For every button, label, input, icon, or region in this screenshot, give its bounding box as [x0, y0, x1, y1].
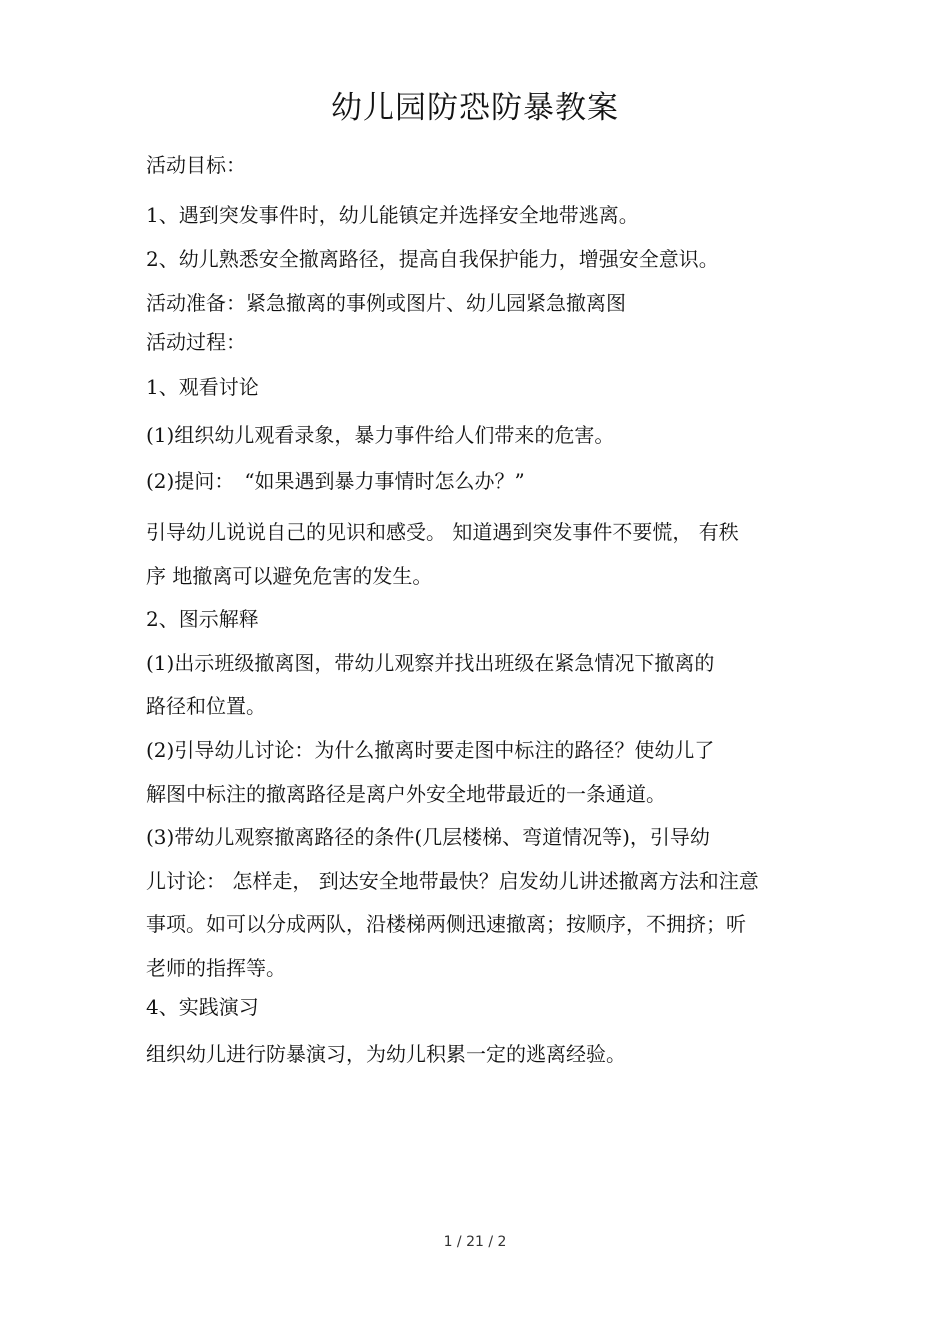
text-line: 活动目标： [146, 153, 246, 177]
text-line: (1)出示班级撤离图，带幼儿观察并找出班级在紧急情况下撤离的 [146, 651, 715, 675]
text-line: 序 地撤离可以避免危害的发生。 [146, 564, 433, 588]
text-line: 路径和位置。 [146, 694, 266, 718]
text-line: 活动过程： [146, 330, 246, 354]
text-line: 活动准备：紧急撤离的事例或图片、幼儿园紧急撤离图 [146, 291, 626, 315]
text-line: 解图中标注的撤离路径是离户外安全地带最近的一条通道。 [146, 782, 666, 806]
text-line: (3)带幼儿观察撤离路径的条件(几层楼梯、弯道情况等)，引导幼 [146, 825, 710, 849]
text-line: 1、观看讨论 [146, 375, 259, 399]
text-line: (1)组织幼儿观看录象，暴力事件给人们带来的危害。 [146, 423, 615, 447]
text-line: 4、实践演习 [146, 995, 259, 1019]
text-line: 事项。如可以分成两队，沿楼梯两侧迅速撤离；按顺序，不拥挤；听 [146, 912, 746, 936]
text-line: 2、图示解释 [146, 607, 259, 631]
text-line: (2)引导幼儿讨论：为什么撤离时要走图中标注的路径？使幼儿了 [146, 738, 715, 762]
text-line: 引导幼儿说说自己的见识和感受。 知道遇到突发事件不要慌， 有秩 [146, 520, 739, 544]
text-line: 老师的指挥等。 [146, 956, 286, 980]
text-line: (2)提问： “如果遇到暴力事情时怎么办？” [146, 469, 525, 493]
text-line: 组织幼儿进行防暴演习，为幼儿积累一定的逃离经验。 [146, 1042, 626, 1066]
text-line: 2、幼儿熟悉安全撤离路径，提高自我保护能力，增强安全意识。 [146, 247, 719, 271]
text-line: 儿讨论： 怎样走， 到达安全地带最快？启发幼儿讲述撤离方法和注意 [146, 869, 759, 893]
page-number: 1 / 21 / 2 [443, 1234, 507, 1250]
document-title: 幼儿园防恐防暴教案 [331, 90, 619, 126]
text-line: 1、遇到突发事件时，幼儿能镇定并选择安全地带逃离。 [146, 203, 639, 227]
